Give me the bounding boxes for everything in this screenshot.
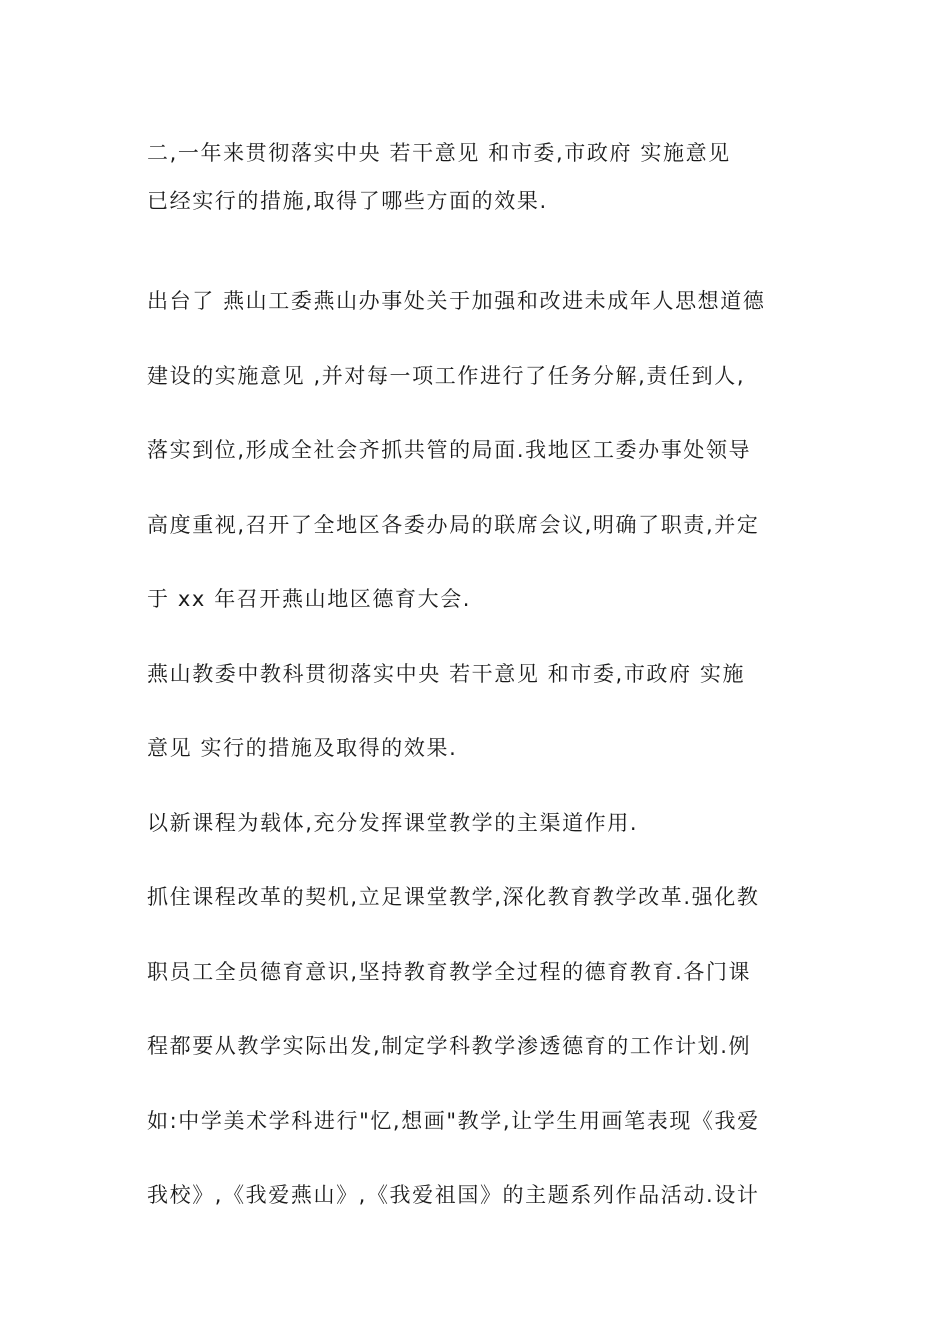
text-line: 燕山教委中教科贯彻落实中央 若干意见 和市委,市政府 实施 [147, 662, 746, 686]
text-line: 于 xx 年召开燕山地区德育大会. [147, 587, 472, 611]
text-line: 落实到位,形成全社会齐抓共管的局面.我地区工委办事处领导 [147, 438, 752, 462]
text-line: 以新课程为载体,充分发挥课堂教学的主渠道作用. [147, 811, 639, 835]
text-line: 抓住课程改革的契机,立足课堂教学,深化教育教学改革.强化教 [147, 885, 760, 909]
text-line: 出台了 燕山工委燕山办事处关于加强和改进未成年人思想道德 [147, 289, 766, 313]
text-line: 程都要从教学实际出发,制定学科教学渗透德育的工作计划.例 [147, 1034, 752, 1058]
text-line: 已经实行的措施,取得了哪些方面的效果. [147, 189, 548, 213]
text-line: 二,一年来贯彻落实中央 若干意见 和市委,市政府 实施意见 [147, 141, 731, 165]
text-line: 如:中学美术学科进行"忆,想画"教学,让学生用画笔表现《我爱 [147, 1109, 760, 1133]
text-line: 职员工全员德育意识,坚持教育教学全过程的德育教育.各门课 [147, 960, 752, 984]
text-line: 意见 实行的措施及取得的效果. [147, 736, 458, 760]
text-line: 高度重视,召开了全地区各委办局的联席会议,明确了职责,并定 [147, 513, 760, 537]
text-line: 我校》,《我爱燕山》,《我爱祖国》的主题系列作品活动.设计 [147, 1183, 760, 1207]
text-line: 建设的实施意见 ,并对每一项工作进行了任务分解,责任到人, [147, 364, 746, 388]
